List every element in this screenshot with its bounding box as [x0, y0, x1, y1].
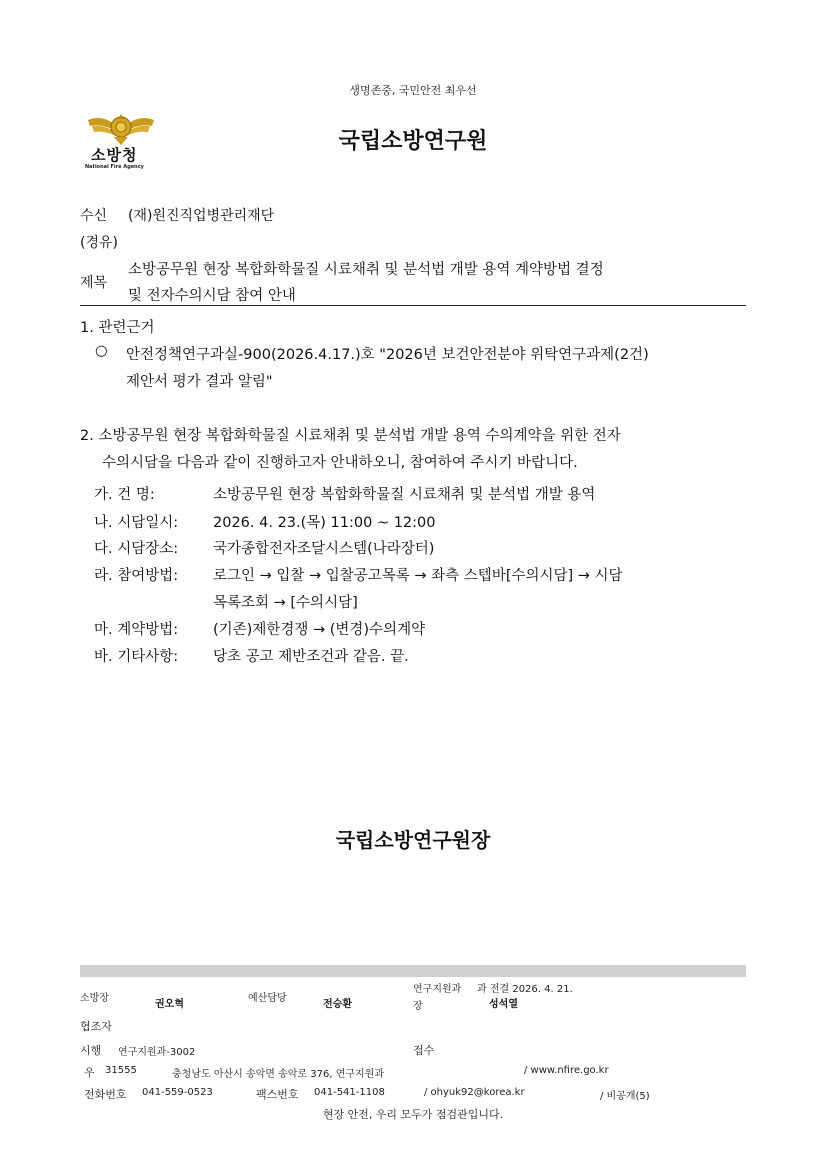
cooperator-label: 협조자 — [80, 1020, 112, 1033]
enforce-label: 시행 — [80, 1044, 102, 1057]
via-label: (경유) — [80, 235, 118, 251]
approver-1-role: 소방장 — [80, 993, 109, 1004]
subject-label: 제목 — [80, 275, 108, 291]
item-label: 가. 건 명: — [94, 487, 155, 503]
phone-label: 전화번호 — [84, 1088, 127, 1101]
item-value: 소방공무원 현장 복합화학물질 시료채취 및 분석법 개발 용역 — [213, 487, 596, 503]
item-label: 라. 참여방법: — [94, 568, 179, 584]
address: 충청남도 아산시 송악면 송악로 376, 연구지원과 — [172, 1069, 385, 1080]
item-label: 다. 시담장소: — [94, 541, 179, 557]
item-label: 나. 시담일시: — [94, 515, 179, 531]
approver-2-role: 예산담당 — [248, 993, 287, 1004]
disclosure-status: / 비공개(5) — [600, 1091, 650, 1102]
section-1-item-line-2: 제안서 평가 결과 알림" — [126, 374, 273, 390]
org-title: 국립소방연구원 — [338, 129, 488, 154]
header-divider — [80, 305, 746, 306]
item-value: 로그인 → 입찰 → 입찰공고목록 → 좌측 스텝바[수의시담] → 시담 — [213, 568, 623, 584]
approval-status: 과 전결 2026. 4. 21. — [477, 984, 573, 995]
fax-number: 041-541-1108 — [314, 1087, 385, 1098]
approver-1-name: 권오혁 — [155, 999, 184, 1010]
closing-slogan: 현장 안전, 우리 모두가 점검관입니다. — [322, 1108, 504, 1121]
approver-3-role: 연구지원과 — [413, 984, 462, 995]
logo-name: 소방청 — [91, 146, 138, 164]
logo-subtitle: National Fire Agency — [85, 164, 144, 170]
enforce-number: 연구지원과-3002 — [118, 1047, 196, 1058]
homepage-link[interactable]: / www.nfire.go.kr — [524, 1065, 609, 1076]
section-2-line-1: 2. 소방공무원 현장 복합화학물질 시료채취 및 분석법 개발 용역 수의계약을 위한 전자 — [80, 428, 621, 444]
phone-number: 041-559-0523 — [142, 1087, 213, 1098]
zip-label: 우 — [84, 1066, 95, 1079]
section-2-line-2: 수의시담을 다음과 같이 진행하고자 안내하오니, 참여하여 주시기 바랍니다. — [102, 455, 578, 471]
email-link[interactable]: / ohyuk92@korea.kr — [424, 1087, 525, 1098]
approver-3-name: 성석열 — [489, 999, 518, 1010]
bullet-icon: ○ — [95, 343, 108, 359]
item-value: 당초 공고 제반조건과 같음. 끝. — [213, 649, 409, 665]
approver-2-name: 전승환 — [323, 999, 352, 1010]
item-value: 국가종합전자조달시스템(나라장터) — [213, 541, 435, 557]
fax-label: 팩스번호 — [256, 1088, 299, 1101]
receive-label: 접수 — [413, 1044, 435, 1057]
item-label: 바. 기타사항: — [94, 649, 179, 665]
section-1-item-line-1: 안전정책연구과실-900(2026.4.17.)호 "2026년 보건안전분야 위탁연구과제(2건) — [126, 347, 649, 363]
approver-3-role-suffix: 장 — [413, 1001, 423, 1012]
subject-line-2: 및 전자수의시담 참여 안내 — [128, 288, 296, 304]
subject-line-1: 소방공무원 현장 복합화학물질 시료채취 및 분석법 개발 용역 계약방법 결정 — [128, 262, 604, 278]
sender-signature: 국립소방연구원장 — [335, 828, 491, 852]
recipient-label: 수신 — [80, 208, 108, 224]
slogan: 생명존중, 국민안전 최우선 — [349, 84, 477, 97]
footer-bar — [80, 965, 746, 977]
section-1-title: 1. 관련근거 — [80, 320, 155, 336]
zip-code: 31555 — [105, 1065, 137, 1076]
item-label: 마. 계약방법: — [94, 622, 179, 638]
recipient: (재)원진직업병관리재단 — [128, 208, 275, 224]
item-value: (기존)제한경쟁 → (변경)수의계약 — [213, 622, 426, 638]
item-value: 2026. 4. 23.(목) 11:00 ~ 12:00 — [213, 515, 436, 531]
item-value-continued: 목록조회 → [수의시담] — [213, 595, 358, 611]
